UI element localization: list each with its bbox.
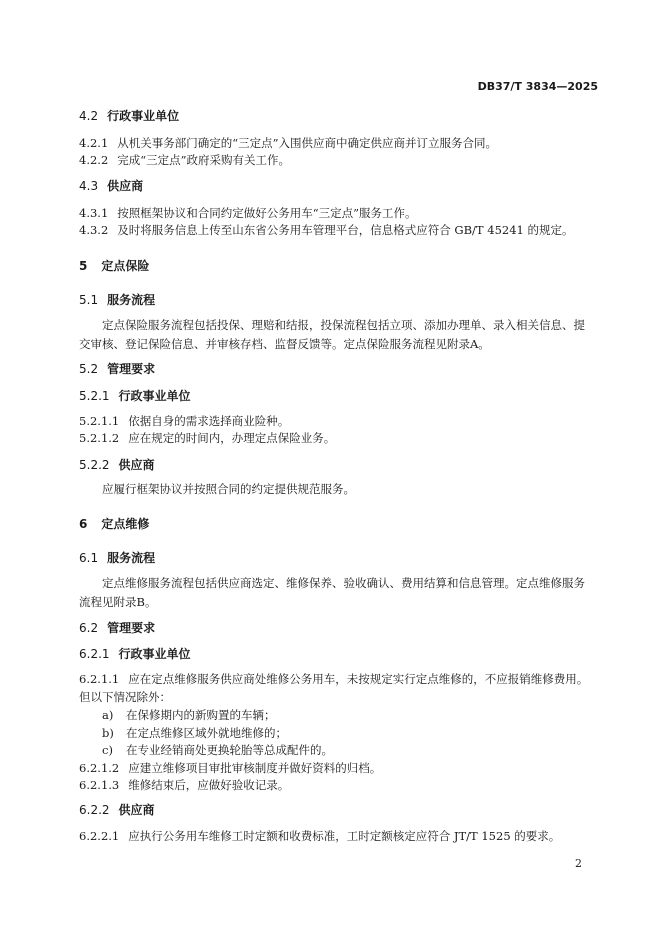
clause-text: 完成“三定点”政府采购有关工作。	[117, 153, 291, 167]
list-marker: b)	[102, 726, 114, 740]
chapter-number: 5	[79, 259, 88, 273]
clause-text: 应在规定的时间内，办理定点保险业务。	[128, 431, 336, 445]
clause-6-2-1-3	[79, 777, 289, 793]
chapter-number: 6	[79, 517, 88, 531]
document-code-header: DB37/T 3834—2025	[477, 80, 598, 93]
section-number: 4.2	[79, 109, 99, 123]
clause-number: 4.3.1	[79, 206, 109, 220]
section-6-1-heading	[79, 550, 155, 566]
section-number: 5.2	[79, 362, 99, 376]
clause-4-3-1	[79, 205, 417, 221]
section-number: 5.1	[79, 293, 99, 307]
section-6-2-1-heading	[79, 646, 191, 662]
section-number: 5.2.2	[79, 458, 110, 472]
page-number: 2	[575, 857, 582, 870]
clause-6-2-2-1	[79, 828, 560, 844]
clause-5-2-1-1	[79, 413, 289, 429]
section-5-2-2-heading	[79, 457, 155, 473]
clause-text: 依据自身的需求选择商业险种。	[128, 414, 290, 428]
chapter-title: 定点保险	[101, 259, 150, 273]
section-5-1-heading	[79, 292, 155, 308]
section-4-3-heading	[79, 178, 143, 194]
section-6-2-2-heading	[79, 802, 155, 818]
section-6-1-paragraph: 定点维修服务流程包括供应商选定、维修保养、验收确认、费用结算和信息管理。定点维修服务流程见附录B。	[79, 576, 585, 609]
clause-text: 应执行公务用车维修工时定额和收费标准，工时定额核定应符合 JT/T 1525 的要求。	[128, 829, 561, 843]
clause-number: 6.2.1.2	[79, 761, 120, 775]
section-number: 4.3	[79, 179, 99, 193]
list-item-text: 在保修期内的新购置的车辆；	[126, 708, 276, 722]
section-number: 6.2	[79, 621, 99, 635]
section-title: 管理要求	[107, 362, 156, 376]
chapter-6-heading	[79, 516, 149, 532]
clause-6-2-1-1	[79, 670, 589, 706]
clause-number: 5.2.1.2	[79, 431, 120, 445]
clause-number: 5.2.1.1	[79, 414, 120, 428]
clause-text: 维修结束后，应做好验收记录。	[128, 778, 290, 792]
section-5-2-1-heading	[79, 388, 191, 404]
list-item-c	[102, 742, 333, 758]
section-6-2-heading	[79, 620, 155, 636]
section-title: 管理要求	[107, 621, 156, 635]
section-number: 5.2.1	[79, 389, 110, 403]
section-number: 6.1	[79, 551, 99, 565]
clause-number: 4.2.2	[79, 153, 109, 167]
list-item-a	[102, 707, 276, 723]
section-5-2-heading	[79, 361, 155, 377]
section-title: 行政事业单位	[118, 389, 191, 403]
clause-text: 从机关事务部门确定的“三定点”入围供应商中确定供应商并订立服务合同。	[117, 136, 498, 150]
section-title: 供应商	[118, 803, 155, 817]
section-title: 行政事业单位	[107, 109, 180, 123]
section-number: 6.2.1	[79, 647, 110, 661]
clause-text: 应建立维修项目审批审核制度并做好资料的归档。	[128, 761, 382, 775]
list-item-b	[102, 725, 287, 741]
clause-number: 6.2.2.1	[79, 829, 120, 843]
clause-text: 应在定点维修服务供应商处维修公务用车，未按规定实行定点维修的，不应报销维修费用。但以下情况除外：	[79, 672, 589, 704]
section-title: 行政事业单位	[118, 647, 191, 661]
clause-number: 4.3.2	[79, 223, 109, 237]
clause-4-2-1	[79, 135, 497, 151]
chapter-title: 定点维修	[101, 517, 150, 531]
section-4-2-heading	[79, 108, 179, 124]
section-title: 服务流程	[107, 551, 156, 565]
section-number: 6.2.2	[79, 803, 110, 817]
list-item-text: 在专业经销商处更换轮胎等总成配件的。	[126, 743, 333, 757]
clause-4-3-2	[79, 222, 574, 238]
clause-6-2-1-2	[79, 760, 381, 776]
section-title: 供应商	[107, 179, 144, 193]
clause-number: 6.2.1.3	[79, 778, 120, 792]
chapter-5-heading	[79, 258, 149, 274]
clause-text: 及时将服务信息上传至山东省公务用车管理平台，信息格式应符合 GB/T 45241 的规定。	[117, 223, 574, 237]
clause-number: 4.2.1	[79, 136, 109, 150]
clause-text: 按照框架协议和合同约定做好公务用车“三定点”服务工作。	[117, 206, 417, 220]
section-5-2-2-paragraph: 应履行框架协议并按照合同的约定提供规范服务。	[102, 482, 355, 496]
section-title: 供应商	[118, 458, 155, 472]
section-title: 服务流程	[107, 293, 156, 307]
list-marker: a)	[102, 708, 114, 722]
list-item-text: 在定点维修区域外就地维修的；	[126, 726, 287, 740]
clause-number: 6.2.1.1	[79, 672, 120, 686]
clause-5-2-1-2	[79, 430, 335, 446]
list-marker: c)	[102, 743, 113, 757]
clause-4-2-2	[79, 152, 290, 168]
section-5-1-paragraph: 定点保险服务流程包括投保、理赔和结报，投保流程包括立项、添加办理单、录入相关信息、提交审核、登记保险信息、并审核存档、监督反馈等。定点保险服务流程见附录A。	[79, 318, 585, 351]
